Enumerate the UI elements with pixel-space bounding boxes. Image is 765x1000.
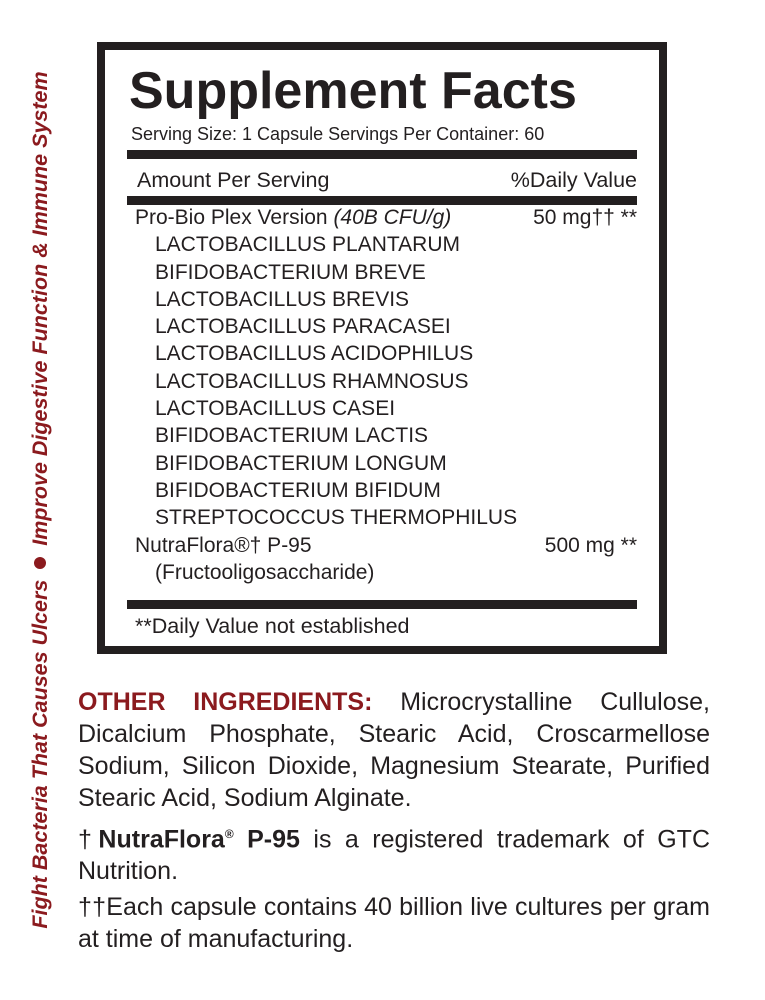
strain-item: BIFIDOBACTERIUM LACTIS — [155, 424, 429, 448]
strain-item: LACTOBACILLUS PARACASEI — [155, 315, 451, 339]
ingredient-list — [135, 204, 637, 586]
amount-per-serving-label: Amount Per Serving — [137, 168, 330, 192]
daily-value-label: %Daily Value — [510, 168, 637, 192]
strain-item: LACTOBACILLUS BREVIS — [155, 287, 410, 311]
footnote: **Daily Value not established — [135, 614, 410, 638]
trademark-dagger: † — [78, 825, 99, 854]
trademark-text: is a registered trademark of GTC Nutrition. — [78, 825, 710, 886]
side-text-right: Improve Digestive Function & Immune System — [27, 71, 52, 546]
bullet-dot-icon — [34, 557, 46, 569]
strain-item: LACTOBACILLUS ACIDOPHILUS — [155, 342, 474, 366]
other-ingredients-section — [78, 686, 710, 955]
other-ingredients-colon: : — [364, 688, 401, 716]
side-text-left: Fight Bacteria That Causes Ulcers — [27, 579, 52, 929]
trademark-paragraph — [78, 818, 710, 887]
divider-top — [127, 150, 637, 159]
panel-title: Supplement Facts — [129, 62, 577, 120]
side-banner — [23, 40, 57, 960]
blend-cfu: (40B CFU/g) — [333, 206, 452, 229]
strain-item: LACTOBACILLUS CASEI — [155, 397, 396, 421]
blend-amount: 50 mg†† ** — [533, 206, 637, 229]
divider-bottom — [127, 600, 637, 609]
blend-name: Pro-Bio Plex Version — [135, 206, 334, 229]
strain-item: STREPTOCOCCUS THERMOPHILUS — [155, 506, 518, 530]
nutraflora-name: NutraFlora®† P-95 — [135, 533, 312, 557]
cultures-paragraph: ††Each capsule contains 40 billion live cultures per gram at time of manufacturing. — [78, 893, 710, 954]
strain-item: BIFIDOBACTERIUM LONGUM — [155, 451, 447, 475]
strain-item: BIFIDOBACTERIUM BREVE — [155, 260, 426, 284]
nutraflora-row — [135, 532, 637, 559]
strain-item: LACTOBACILLUS PLANTARUM — [155, 233, 460, 257]
registered-mark: ® — [224, 827, 234, 841]
trademark-brand: NutraFlora — [98, 825, 225, 854]
other-ingredients-paragraph — [78, 686, 710, 814]
strain-item: LACTOBACILLUS RHAMNOSUS — [155, 369, 469, 393]
blend-row — [135, 204, 637, 231]
header-row — [127, 166, 637, 194]
nutraflora-amount: 500 mg ** — [544, 533, 637, 557]
trademark-product: P-95 — [233, 825, 300, 854]
other-ingredients-label: OTHER INGREDIENTS — [78, 688, 365, 716]
other-ingredients-text: Microcrystalline Cullulose, Dicalcium Phosphate, Stearic Acid, Croscarmellose Sodium, Silicon Dioxide, Magnesium Stearate, Purified Stearic Acid, Sodium Alginate. — [78, 688, 710, 812]
strain-item: BIFIDOBACTERIUM BIFIDUM — [155, 478, 441, 502]
nutraflora-subtitle: (Fructooligosaccharide) — [155, 560, 375, 584]
serving-info: Serving Size: 1 Capsule Servings Per Container: 60 — [131, 124, 545, 144]
supplement-facts-panel — [97, 42, 667, 654]
